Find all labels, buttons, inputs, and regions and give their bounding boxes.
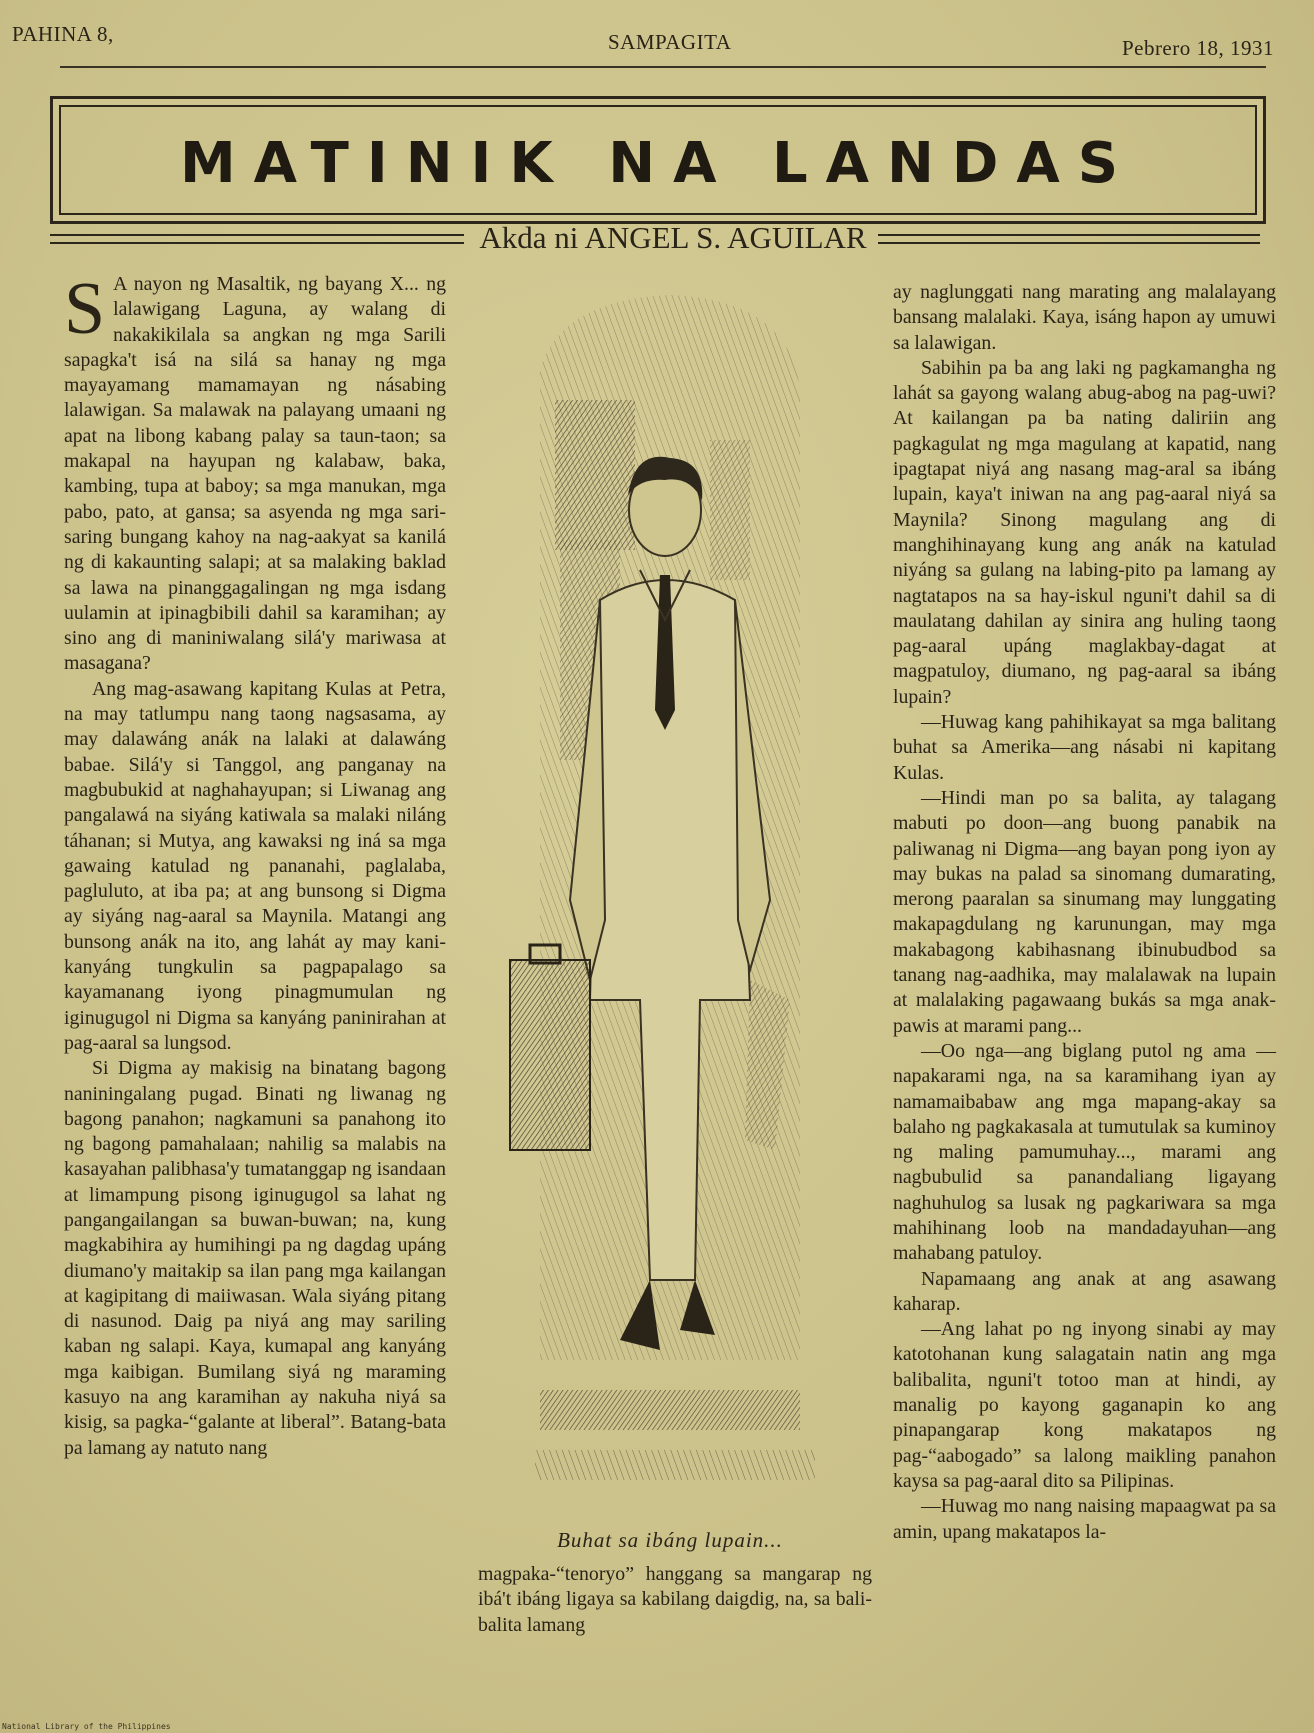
illustration-traveler: [500, 280, 840, 1520]
paragraph: —Huwag mo nang naising mapaagwat pa sa amin, upang makatapos la-: [893, 1495, 1276, 1543]
byline-rule-left: [50, 234, 464, 244]
paragraph: —Hindi man po sa balita, ay talagang mabuti po doon—ang buong panabik na paliwanag ni Digma—ang bayan pong iyon ay may bukas na palad sa sinomang dumarating, merong paaralan sa sinumang may lunggating makapagdulang ng karunungan, may mga makabagong kabihasnang ibinubudbod sa tanang nag-aadhika, may malalawak na lupain at malalaking pagawaang bukás sa mga anak-pawis at marami pang...: [893, 786, 1276, 1037]
archive-credit: National Library of the Philippines: [2, 1722, 171, 1731]
article-title: MATINIK NA LANDAS: [179, 131, 1137, 196]
byline: Akda ni ANGEL S. AGUILAR: [479, 220, 867, 255]
column-right: [893, 280, 1276, 1545]
column-middle-continuation: [478, 1562, 872, 1638]
paragraph: Ang mag-asawang kapitang Kulas at Petra, na may tatlumpu nang taong nagsasama, ay may dalawáng anák na lalaki at dalawáng babae. Silá'y si Tanggol, ang panganay na magbubukid at naghahayupan; si Liwanag ang pangalawá na siyáng katiwala sa malaki niláng táhanan; si Mutya, ang kawaksi ng iná sa mga gawaing katulad ng pananahi, paglalaba, pagluluto, at iba pa; at ang bunsong si Digma ay siyáng nag-aaral sa Maynila. Matangi ang bunsong anák na ito, ang lahát ay may kani-kanyáng tungkulin sa pagpapalago sa kayamanang iyong pinagmumulan ng iginugugol ni Digma sa kanyáng paninirahan at pag-aaral sa lungsod.: [64, 677, 446, 1054]
paragraph: Napamaang ang anak at ang asawang kaharap.: [893, 1267, 1276, 1315]
paragraph: —Ang lahat po ng inyong sinabi ay may katotohanan kung salagatain natin ang mga balibalita, nguni't totoo man at hindi, ay manalig po kayong gaganapin ko ang pinapangarap kong makatapos ng pag-“aabogado” sa lalong maikling panahon kaysa sa pag-aaral dito sa Pilipinas.: [893, 1318, 1276, 1492]
page-header: [12, 22, 1274, 60]
page-number: PAHINA 8,: [12, 22, 114, 46]
paragraph: Si Digma ay makisig na binatang bagong naniningalang pugad. Binati ng liwanag ng bagong panahon; nagkamuni sa panahong ito ng bagong pamahalaan; nahilig sa malabis na kasayahan palibhasa'y tumatanggap ng isandaan at limampung pisong iginugugol sa lahat ng pangangailangan sa buwan-buwan; na, kung magkabihira ay humihingi pa ng dagdag upáng diumano'y maitakip sa ilan pang mga kailangan at kagipitang di maiiwasan. Wala siyáng pitang di nasunod. Daig pa niyá ang may sariling kaban ng salapi. Kaya, kumapal ang kanyáng mga kaibigan. Bumilang siyá ng maraming kasuyo na ang karamihan ay nakuha niyá sa kisig, sa pagka-“galante at liberal”. Batang-bata pa lamang ay natuto nang: [64, 1057, 446, 1459]
byline-rule-right: [878, 234, 1260, 244]
paragraph: magpaka-“tenoryo” hanggang sa mangarap ng ibá't ibáng ligaya sa kabilang daigdig, na, sa bali-balita lamang: [478, 1563, 872, 1636]
issue-date: Pebrero 18, 1931: [1121, 36, 1274, 60]
paragraph: ay naglunggati nang marating ang malalayang bansang malalaki. Kaya, isáng hapon ay umuwi sa lalawigan.: [893, 281, 1276, 354]
paragraph: —Oo nga—ang biglang putol ng ama —napakarami nga, na sa karamihang iyan ay namamaibabaw ang mga mapang-akay sa balaho ng pagkakasala at tumutulak sa kuminoy ng maling pamumuhay..., marami ang nagbubulid sa panandaliang ligayang naghuhulog sa lusak ng pagkariwara sa mga mahihinang loob na mandadayuhan—ang mahabang patuloy.: [893, 1039, 1276, 1265]
drop-cap: S: [64, 268, 106, 350]
paragraph: Sabihin pa ba ang laki ng pagkamangha ng lahát sa gayong walang abug-abog na pag-uwi? At kailangan pa ba nating daliriin ang pagkagulat ng mga magulang at kapatid, nang ipagtapat niyá ang nasang mag-aral sa ibáng lupain, kaya't iniwan na ang pag-aaral niyá sa Maynila? Sinong magulang ang di manghihinayang kung ang anák na katulad niyáng sa gulang na labing-pito pa lamang ay nagtatapos na sa hay-iskul nguni't dahil sa di maulatang dahilan ay sinira ang huling taong pag-aaral upáng maglakbay-dagat at magpatuloy, diumano, ng pag-aaral sa ibáng lupain?: [893, 356, 1276, 708]
byline-row: [50, 220, 1260, 254]
header-divider: [60, 66, 1266, 68]
illustration-caption: Buhat sa ibáng lupain...: [557, 1528, 783, 1552]
paragraph: —Huwag kang pahihikayat sa mga balitang buhat sa Amerika—ang násabi ni kapitang Kulas.: [893, 711, 1276, 784]
paragraph: S A nayon ng Masaltik, ng bayang X... ng lalawigang Laguna, ay walang di nakakikilala sa angkan ng mga Sarili sapagka't isá na silá sa hanay ng mga mayayamang mamamayan ng násabing lalawigan. Sa malawak na palayang umaani ng apat na libong kabang palay sa taun-taon; sa makapal na hayupan ng kalabaw, baka, kambing, tupa at baboy; sa mga manukan, mga pabo, pato, at gansa; sa asyenda ng mga sari-saring bungang kahoy na nag-aakyat sa kanilá ng di kakaunting salapi; at sa malaking baklad sa lawa na pinanggagalingan ng mga isdang uulamin at ipinagbibili dahil sa karamihan; ay sino ang di maniniwalang silá'y mariwasa at masagana?: [64, 268, 446, 675]
publication-name: SAMPAGITA: [608, 30, 732, 54]
column-left: [64, 268, 446, 1461]
title-box: [50, 96, 1266, 224]
